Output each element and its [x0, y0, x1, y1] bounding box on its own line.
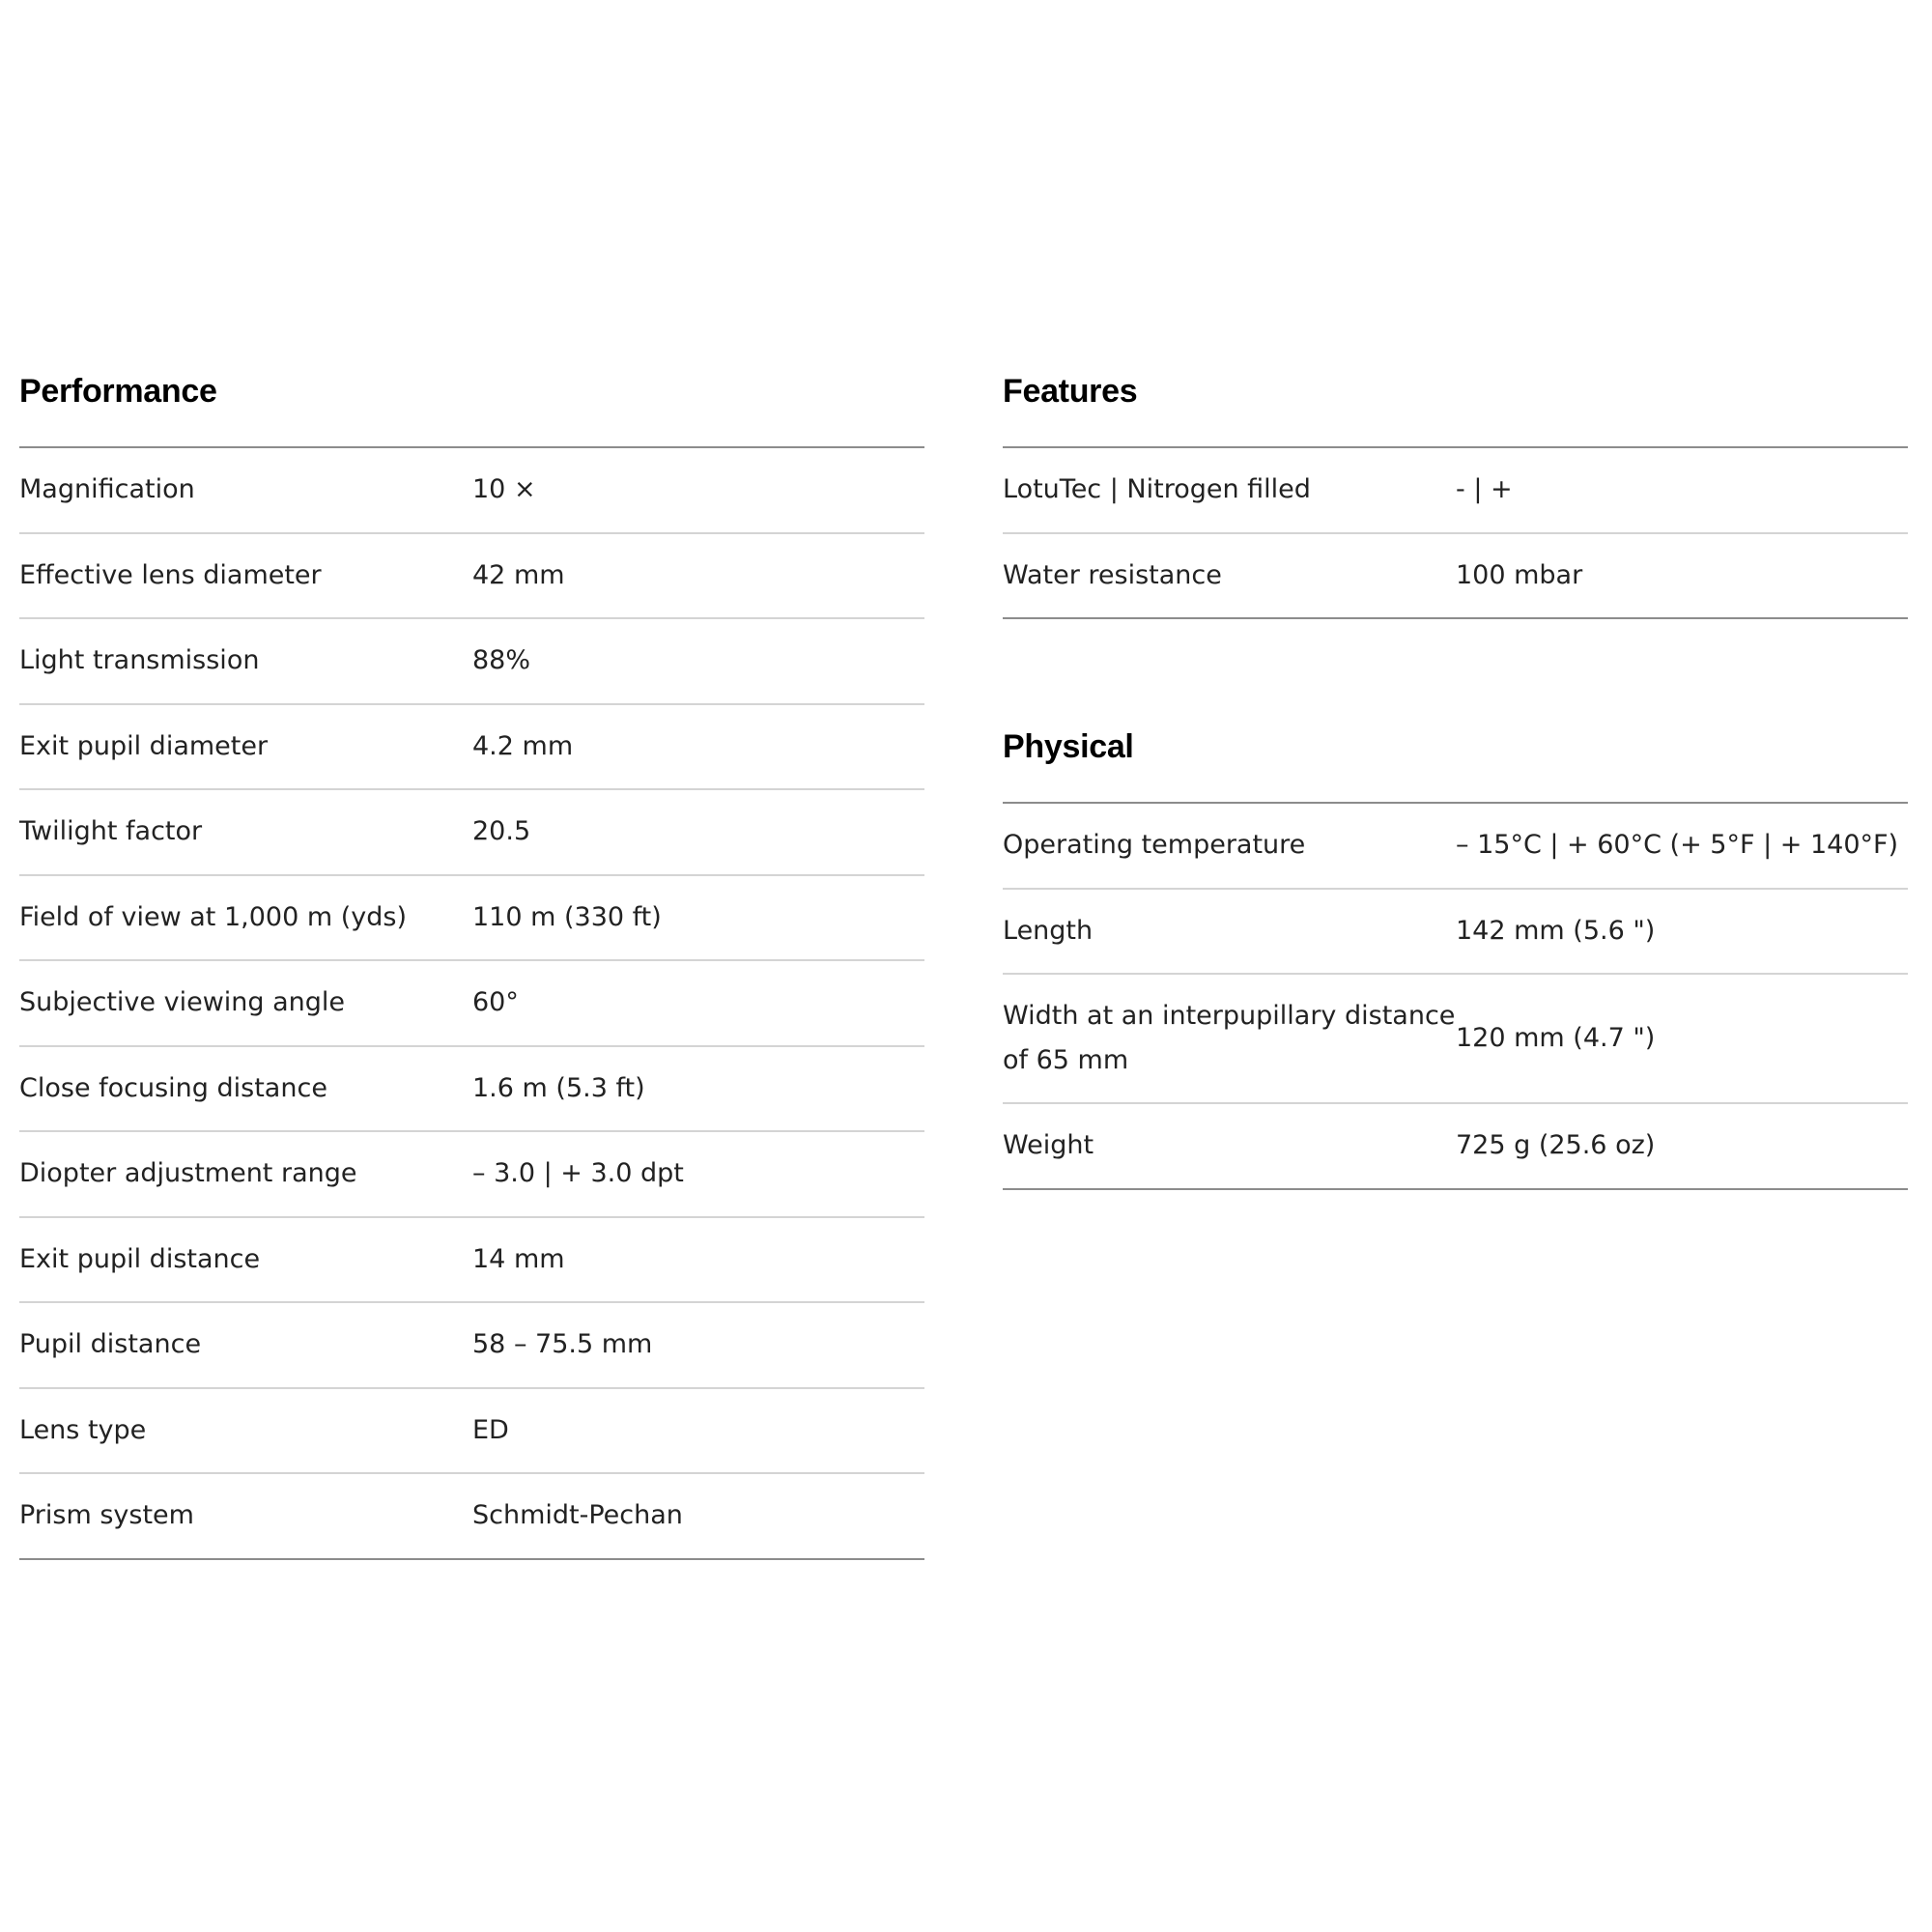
spec-value: – 15°C | + 60°C (+ 5°F | + 140°F)	[1456, 830, 1899, 861]
table-row	[1003, 973, 1908, 1102]
physical-title: Physical	[1003, 728, 1134, 765]
performance-title: Performance	[19, 373, 217, 410]
performance-table	[19, 446, 924, 1560]
spec-value: - | +	[1456, 474, 1513, 505]
spec-value: 60°	[472, 987, 519, 1018]
spec-label: Exit pupil diameter	[19, 730, 269, 761]
table-row	[19, 1301, 924, 1387]
table-row	[1003, 532, 1908, 618]
spec-value: – 3.0 | + 3.0 dpt	[472, 1158, 684, 1189]
table-row	[19, 1216, 924, 1302]
spec-value: 20.5	[472, 816, 531, 847]
spec-value: 142 mm (5.6 ")	[1456, 915, 1656, 946]
table-row	[1003, 888, 1908, 974]
spec-label: Width at an interpupillary distance of 65 mm	[1003, 1001, 1456, 1075]
spec-label: Pupil distance	[19, 1329, 202, 1360]
spec-label: Diopter adjustment range	[19, 1158, 357, 1189]
spec-value: 120 mm (4.7 ")	[1456, 1023, 1656, 1053]
spec-label: Close focusing distance	[19, 1072, 327, 1103]
table-row	[19, 1387, 924, 1473]
performance-column	[19, 367, 924, 1560]
features-section	[1003, 367, 1908, 619]
spec-value: ED	[472, 1414, 509, 1445]
table-row	[19, 448, 924, 532]
table-row	[19, 1130, 924, 1216]
table-row	[19, 703, 924, 789]
spec-label: Field of view at 1,000 m (yds)	[19, 901, 407, 932]
spec-label: Weight	[1003, 1130, 1094, 1161]
spec-value: 725 g (25.6 oz)	[1456, 1130, 1656, 1161]
table-row	[19, 1045, 924, 1131]
spec-label: Length	[1003, 915, 1094, 946]
features-physical-column	[1003, 367, 1908, 1190]
spec-value: 14 mm	[472, 1243, 565, 1274]
spec-value: 42 mm	[472, 559, 565, 590]
spec-value: 58 – 75.5 mm	[472, 1329, 653, 1360]
spec-label: Operating temperature	[1003, 830, 1306, 861]
features-table	[1003, 446, 1908, 619]
physical-table	[1003, 802, 1908, 1190]
spec-label: Twilight factor	[19, 816, 203, 847]
spec-label: Magnification	[19, 474, 195, 505]
spec-label: LotuTec | Nitrogen filled	[1003, 474, 1311, 505]
table-row	[19, 788, 924, 874]
spec-label: Subjective viewing angle	[19, 987, 346, 1018]
table-row	[19, 959, 924, 1045]
table-row	[1003, 1102, 1908, 1188]
spec-label: Prism system	[19, 1500, 194, 1531]
spec-value: 110 m (330 ft)	[472, 901, 662, 932]
spec-value: 100 mbar	[1456, 559, 1583, 590]
spec-value: 88%	[472, 645, 531, 676]
spec-label: Light transmission	[19, 645, 260, 676]
spec-label: Effective lens diameter	[19, 559, 322, 590]
features-title: Features	[1003, 373, 1138, 410]
table-row	[19, 532, 924, 618]
table-row	[1003, 448, 1908, 532]
table-row	[19, 1472, 924, 1558]
spec-value: 4.2 mm	[472, 730, 574, 761]
spec-label: Lens type	[19, 1414, 147, 1445]
spec-value: 1.6 m (5.3 ft)	[472, 1072, 645, 1103]
spec-value: 10 ×	[472, 474, 536, 505]
spec-label: Exit pupil distance	[19, 1243, 261, 1274]
table-row	[19, 617, 924, 703]
table-row	[19, 874, 924, 960]
physical-section	[1003, 723, 1908, 1190]
table-row	[1003, 804, 1908, 888]
spec-value: Schmidt-Pechan	[472, 1500, 683, 1531]
spec-label: Water resistance	[1003, 559, 1222, 590]
